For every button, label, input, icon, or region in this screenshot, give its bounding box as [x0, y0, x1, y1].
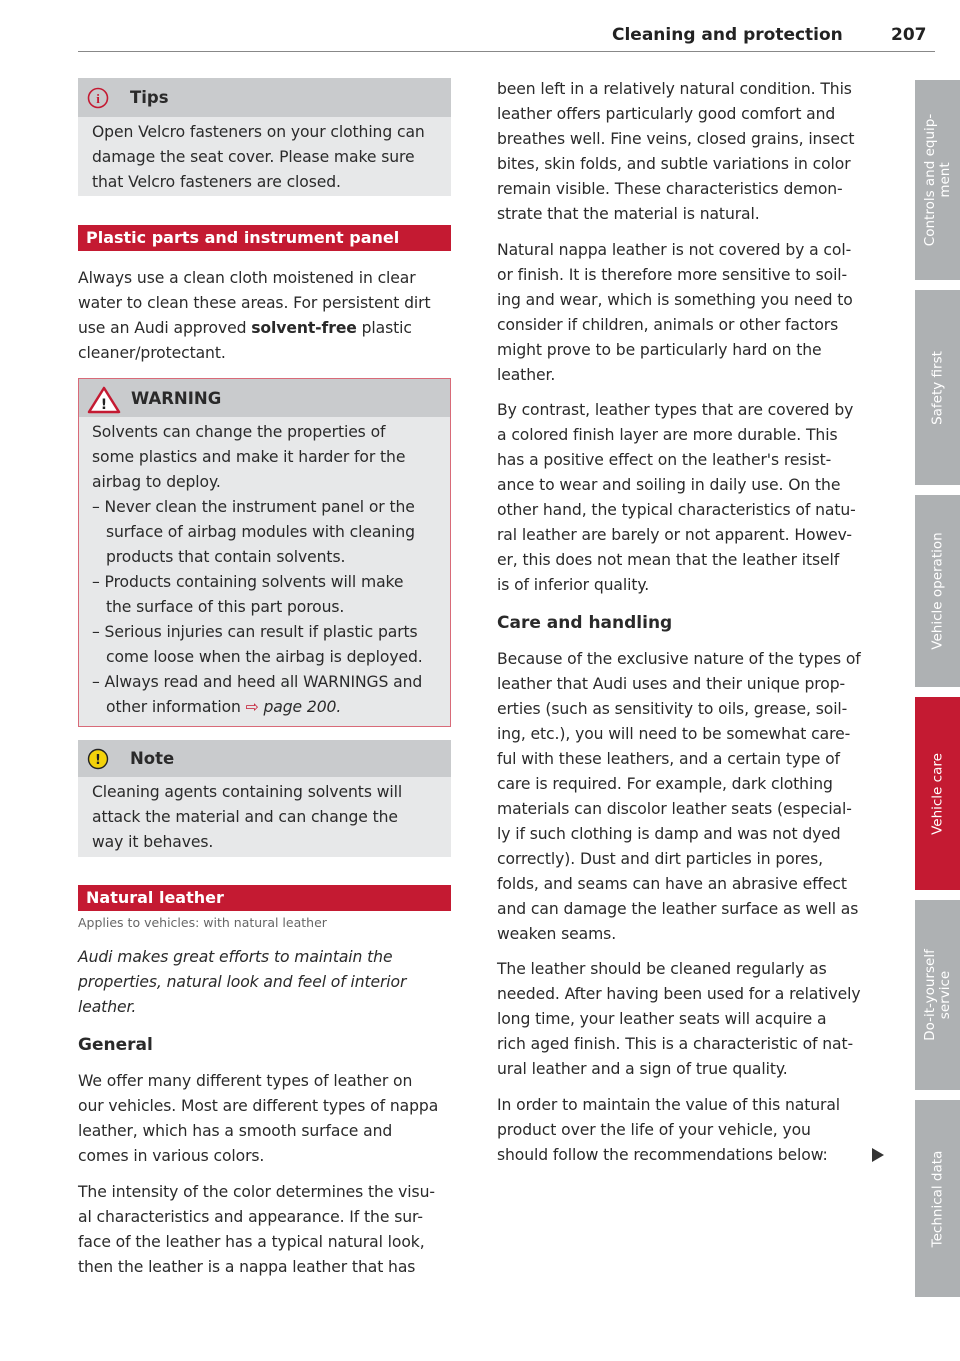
page-number: 207 [891, 25, 927, 45]
text-line: ing, etc.), you will need to be somewhat care- [497, 725, 851, 743]
text-line: al characteristics and appearance. If the sur- [78, 1208, 423, 1226]
text-line: that Velcro fasteners are closed. [92, 173, 341, 191]
warning-line: – Serious injuries can result if plastic parts [92, 623, 418, 641]
bold-term: solvent-free [251, 319, 357, 337]
text-line: face of the leather has a typical natural look, [78, 1233, 425, 1251]
text-line: or finish. It is therefore more sensitive to soil- [497, 266, 848, 284]
text-line: rich aged finish. This is a characteristic of nat- [497, 1035, 854, 1053]
warning-title: WARNING [131, 389, 222, 408]
warning-body [92, 420, 423, 720]
text-line: weaken seams. [497, 925, 617, 943]
text-line: materials can discolor leather seats (especial- [497, 800, 852, 818]
text-line: has a positive effect on the leather's resist- [497, 451, 832, 469]
text-line: folds, and seams can have an abrasive effect [497, 875, 847, 893]
general-heading: General [78, 1035, 153, 1055]
svg-text:!: ! [100, 397, 108, 413]
note-title: Note [130, 749, 175, 768]
warning-triangle-icon [87, 386, 121, 414]
side-tab-label: Controls and equip- ment [921, 113, 953, 247]
text-line: ly if such clothing is damp and was not dyed [497, 825, 841, 843]
text-segment: cleaner/protectant. [78, 344, 226, 362]
text-line: leather that Audi uses and their unique prop- [497, 675, 846, 693]
right-paragraph-5 [497, 957, 861, 1082]
svg-text:i: i [96, 91, 100, 106]
tips-body [78, 117, 451, 196]
text-line: Open Velcro fasteners on your clothing can [92, 123, 425, 141]
text-line: ful with these leathers, and a certain type of [497, 750, 840, 768]
warning-line: – Always read and heed all WARNINGS and [92, 673, 423, 691]
text-line: been left in a relatively natural condition. This [497, 80, 852, 98]
text-segment: water to clean these areas. For persistent dirt [78, 294, 431, 312]
text-line [78, 316, 431, 341]
side-tab[interactable] [915, 697, 960, 890]
general-paragraph-2 [78, 1180, 435, 1280]
text-line: a colored finish layer are more durable. This [497, 426, 838, 444]
text-line: way it behaves. [92, 833, 214, 851]
right-paragraph-2 [497, 238, 853, 388]
text-line: The intensity of the color determines the visu- [78, 1183, 435, 1201]
text-line: leather. [497, 366, 556, 384]
warning-line: come loose when the airbag is deployed. [106, 648, 423, 666]
text-line: Audi makes great efforts to maintain the [78, 948, 393, 966]
general-paragraph-1 [78, 1069, 438, 1169]
warning-line: the surface of this part porous. [106, 598, 345, 616]
side-tab[interactable] [915, 900, 960, 1090]
text-line: We offer many different types of leather on [78, 1072, 413, 1090]
warning-header [79, 379, 450, 417]
text-line: The leather should be cleaned regularly as [497, 960, 827, 978]
text-segment: plastic [356, 319, 412, 337]
tips-header [78, 78, 451, 117]
side-tab-label: Technical data [929, 1150, 945, 1247]
right-paragraph-6 [497, 1093, 840, 1168]
side-tab[interactable] [915, 495, 960, 687]
plastic-paragraph [78, 266, 431, 366]
warning-line: – Products containing solvents will make [92, 573, 404, 591]
text-line: erties (such as sensitivity to oils, grease, soil- [497, 700, 848, 718]
text-line: is of inferior quality. [497, 576, 650, 594]
natural-leather-heading: Natural leather [78, 885, 451, 911]
text-line: product over the life of your vehicle, you [497, 1121, 811, 1139]
applies-to: Applies to vehicles: with natural leather [78, 915, 327, 930]
text-line: In order to maintain the value of this natural [497, 1096, 841, 1114]
text-line: properties, natural look and feel of interior [78, 973, 407, 991]
page-reference-link[interactable]: page 200. [258, 698, 342, 716]
note-header [78, 740, 451, 777]
text-line: strate that the material is natural. [497, 205, 760, 223]
text-line: ural leather and a sign of true quality. [497, 1060, 788, 1078]
continue-arrow-icon [872, 1148, 884, 1162]
text-line: By contrast, leather types that are covered by [497, 401, 854, 419]
header-rule [78, 51, 935, 52]
text-line: correctly). Dust and dirt particles in pores, [497, 850, 823, 868]
text-line [78, 341, 431, 366]
text-line [78, 291, 431, 316]
text-segment: use an Audi approved [78, 319, 252, 337]
right-paragraph-4 [497, 647, 861, 947]
side-tab-label: Do-it-yourself service [921, 949, 953, 1041]
text-line: other hand, the typical characteristics of natu- [497, 501, 856, 519]
warning-line: Solvents can change the properties of [92, 423, 386, 441]
text-line: leather offers particularly good comfort and [497, 105, 836, 123]
text-segment: Always use a clean cloth moistened in clear [78, 269, 416, 287]
text-line: then the leather is a nappa leather that has [78, 1258, 416, 1276]
right-paragraph-1 [497, 77, 854, 227]
intro-paragraph [78, 945, 406, 1020]
text-line: er, this does not mean that the leather itself [497, 551, 840, 569]
side-tab[interactable] [915, 1100, 960, 1297]
text-line: remain visible. These characteristics demon- [497, 180, 843, 198]
text-line [78, 266, 431, 291]
text-line: consider if children, animals or other factors [497, 316, 839, 334]
text-line: ance to wear and soiling in daily use. On the [497, 476, 841, 494]
text-line: ing and wear, which is something you need to [497, 291, 853, 309]
right-paragraph-3 [497, 398, 856, 598]
text-line: might prove to be particularly hard on the [497, 341, 822, 359]
side-tab[interactable] [915, 290, 960, 485]
text-line: care is required. For example, dark clothing [497, 775, 833, 793]
text-line: long time, your leather seats will acquire a [497, 1010, 827, 1028]
warning-box [78, 378, 451, 727]
text-line: our vehicles. Most are different types of nappa [78, 1097, 439, 1115]
side-tab-label: Vehicle operation [929, 532, 945, 650]
text-line: comes in various colors. [78, 1147, 265, 1165]
info-icon [87, 87, 109, 109]
text-line: bites, skin folds, and subtle variations in color [497, 155, 851, 173]
text-line: Cleaning agents containing solvents will [92, 783, 403, 801]
note-exclamation-icon [87, 748, 109, 770]
note-body [78, 777, 451, 857]
care-heading: Care and handling [497, 613, 673, 633]
svg-text:!: ! [95, 753, 101, 768]
text-line: breathes well. Fine veins, closed grains, insect [497, 130, 855, 148]
text-line: ral leather are barely or not apparent. Howev- [497, 526, 852, 544]
text-line: and can damage the leather surface as well as [497, 900, 859, 918]
section-title: Cleaning and protection [612, 25, 843, 45]
text-line: Natural nappa leather is not covered by a col- [497, 241, 852, 259]
text-line: needed. After having been used for a relatively [497, 985, 861, 1003]
warning-line: some plastics and make it harder for the [92, 448, 406, 466]
warning-line: airbag to deploy. [92, 473, 221, 491]
side-tab-label: Safety first [929, 350, 945, 425]
side-tab[interactable] [915, 80, 960, 280]
warning-line: – Never clean the instrument panel or the [92, 498, 415, 516]
plastic-heading: Plastic parts and instrument panel [78, 225, 451, 251]
side-tab-label: Vehicle care [929, 752, 945, 835]
tips-title: Tips [130, 88, 169, 107]
page-ref-arrow-icon: ⇨ [245, 698, 259, 716]
text-line: damage the seat cover. Please make sure [92, 148, 415, 166]
warning-line: other information ⇨ page 200. [106, 698, 342, 716]
text-line: Because of the exclusive nature of the types of [497, 650, 861, 668]
text-line: leather, which has a smooth surface and [78, 1122, 393, 1140]
text-line: leather. [78, 998, 137, 1016]
text-line: should follow the recommendations below: [497, 1146, 828, 1164]
warning-line: products that contain solvents. [106, 548, 346, 566]
warning-line: surface of airbag modules with cleaning [106, 523, 415, 541]
text-line: attack the material and can change the [92, 808, 398, 826]
